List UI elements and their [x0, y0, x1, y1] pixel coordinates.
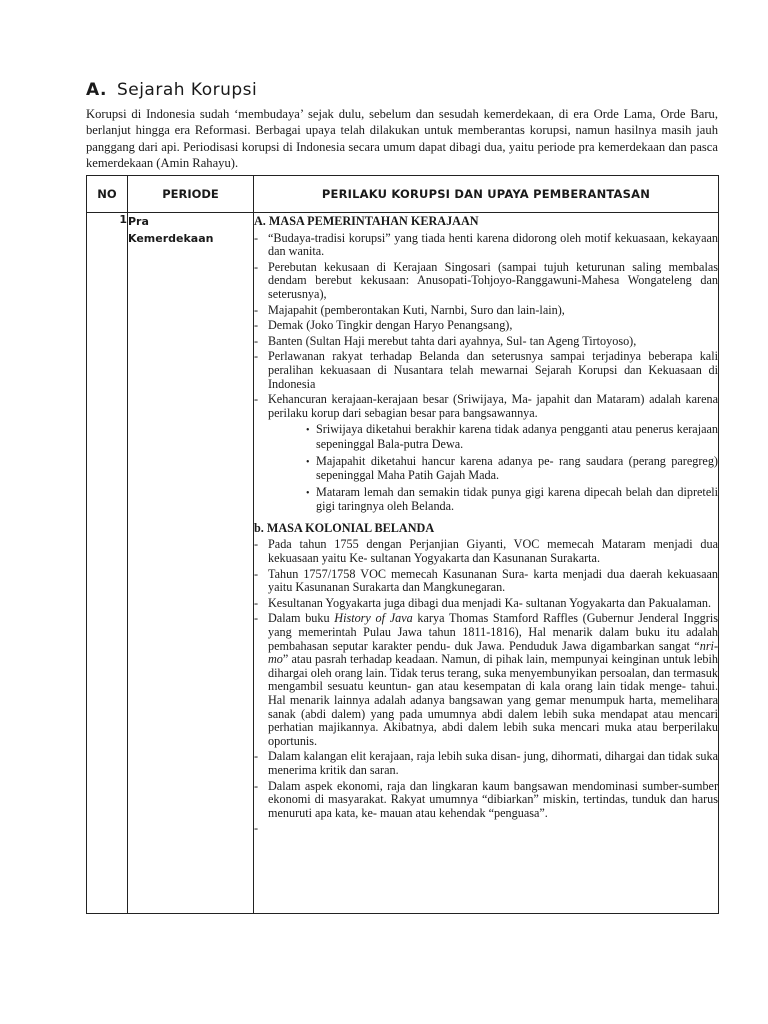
list-item: - “Budaya-tradisi korupsi” yang tiada henti karena didorong oleh motif kekuasaan, kekayaan dan wanita.: [254, 232, 718, 259]
section-heading: [86, 80, 257, 100]
book-title: History of Java: [334, 611, 413, 626]
list-item: - Kesultanan Yogyakarta juga dibagi dua menjadi Ka- sultanan Yogyakarta dan Pakualaman.: [254, 597, 718, 611]
italic-term: nri- mo: [268, 638, 718, 667]
list-item-text: Kehancuran kerajaan-kerajaan besar (Sriwijaya, Ma- japahit dan Mataram) adalah karena perilaku korup dari sebagian besar para bangsawannya.: [268, 392, 718, 420]
list-item: - Demak (Joko Tingkir dengan Haryo Penangsang),: [254, 319, 718, 333]
text-fragment: ” atau pasrah terhadap keadaan. Namun, di pihak lain, mempunyai keinginan untuk lebih dihargai oleh orang lain. Tidak terus terang, suka menyembunyikan persoalan, dan termasuk mengambil sesuatu keuntun- gan atau kesempatan di kala orang lain tidak menge- tahui. Hal menarik lainnya adalah adanya bangsawan yang gemar menumpuk harta, memelihara sanak (abdi dalem) yang pada umumnya abdi dalem lebih suka mendapat atau mencari perhatian majikannya. Akibatnya, abdi dalem lebih suka mencari muka atau berperilaku oportunis.: [268, 652, 718, 748]
list-item: - Dalam aspek ekonomi, raja dan lingkaran kaum bangsawan mendominasi sumber-sumber ekonomi di masyarakat. Rakyat umumnya “dibiarkan” miskin, tertindas, tunduk dan harus menuruti apa kata, ke- mauan atau kehendak “penguasa”.: [254, 780, 718, 821]
list-item: - Perlawanan rakyat terhadap Belanda dan seterusnya sampai terjadinya beberapa kali peralihan kekuasaan di Nusantara telah mewarnai Sejarah Korupsi dan Kekuasaan di Indonesia: [254, 350, 718, 391]
list-item: - Tahun 1757/1758 VOC memecah Kasunanan Sura- karta menjadi dua daerah kekuasaan yaitu Kasunanan Surakarta dan Mangkunegaran.: [254, 568, 718, 595]
bullet-item: • Majapahit diketahui hancur karena adanya pe- rang saudara (perang paregreg) sepeninggal Maha Patih Gajah Mada.: [316, 455, 718, 483]
list-item: - Pada tahun 1755 dengan Perjanjian Giyanti, VOC memecah Mataram menjadi dua kekuasaan yaitu Ke- sultanan Yogyakarta dan Kasunanan Surakarta.: [254, 538, 718, 565]
header-periode: PERIODE: [128, 176, 254, 213]
section-a-title: A. MASA PEMERINTAHAN KERAJAAN: [254, 214, 479, 228]
intro-paragraph: Korupsi di Indonesia sudah ‘membudaya’ sejak dulu, sebelum dan sesudah kemerdekaan, di era Orde Lama, Orde Baru, berlanjut hingga era Reformasi. Berbagai upaya telah dilakukan untuk memberantas korupsi, namun hasilnya masih jauh panggang dari api. Periodisasi korupsi di Indonesia secara umum dapat dibagi dua, yaitu periode pra kemerdekaan dan pasca kemerdekaan (Amin Rahayu).: [86, 107, 718, 171]
header-no: NO: [87, 176, 128, 213]
list-item: - Dalam kalangan elit kerajaan, raja lebih suka disan- jung, dihormati, dihargai dan tidak suka menerima kritik dan saran.: [254, 750, 718, 777]
row-period: [128, 213, 254, 914]
text-fragment: karya Thomas Stamford Raffles (Gubernur Jenderal Inggris yang memerintah Pulau Jawa tahun 1811-1816), Hal menarik dalam buku itu adalah pembahasan seputar karakter pendu- duk Jawa. Penduduk Jawa digambarkan sangat “: [268, 611, 718, 653]
section-b-title: b. MASA KOLONIAL BELANDA: [254, 520, 435, 535]
list-item: - Banten (Sultan Haji merebut tahta dari ayahnya, Sul- tan Ageng Tirtoyoso),: [254, 335, 718, 349]
list-item: [254, 393, 718, 514]
section-b-list: [254, 538, 718, 820]
header-perilaku: PERILAKU KORUPSI DAN UPAYA PEMBERANTASAN: [254, 176, 719, 213]
row-number: 1: [87, 213, 128, 914]
corruption-history-table: [86, 175, 719, 914]
row-period-line-2: Kemerdekaan: [128, 232, 214, 245]
bullet-item: • Mataram lemah dan semakin tidak punya gigi karena dipecah belah dan dipreteli gigi taringnya oleh Belanda.: [316, 486, 718, 514]
section-a-list: [254, 232, 718, 514]
section-letter: A.: [86, 80, 107, 100]
row-period-line-1: Pra: [128, 215, 149, 228]
text-fragment: Dalam buku: [268, 611, 335, 626]
list-item-history-of-java: [254, 612, 718, 748]
list-item: - Majapahit (pemberontakan Kuti, Narnbi, Suro dan lain-lain),: [254, 304, 718, 318]
row-content: [254, 213, 719, 914]
list-item: - Perebutan kekusaan di Kerajaan Singosari (sampai tujuh keturunan saling membalas dendam berebut kekusaan: Anusopati-Tohjoyo-Ranggawuni-Mahesa Wongateleng dan seterusnya),: [254, 261, 718, 302]
table-row: [87, 213, 719, 914]
table-header-row: [87, 176, 719, 213]
bullet-item: • Sriwijaya diketahui berakhir karena tidak adanya pengganti atau penerus kerajaan sepeninggal Bala-putra Dewa.: [316, 423, 718, 451]
section-title: Sejarah Korupsi: [116, 80, 258, 100]
kingdom-bullet-list: [268, 423, 718, 514]
